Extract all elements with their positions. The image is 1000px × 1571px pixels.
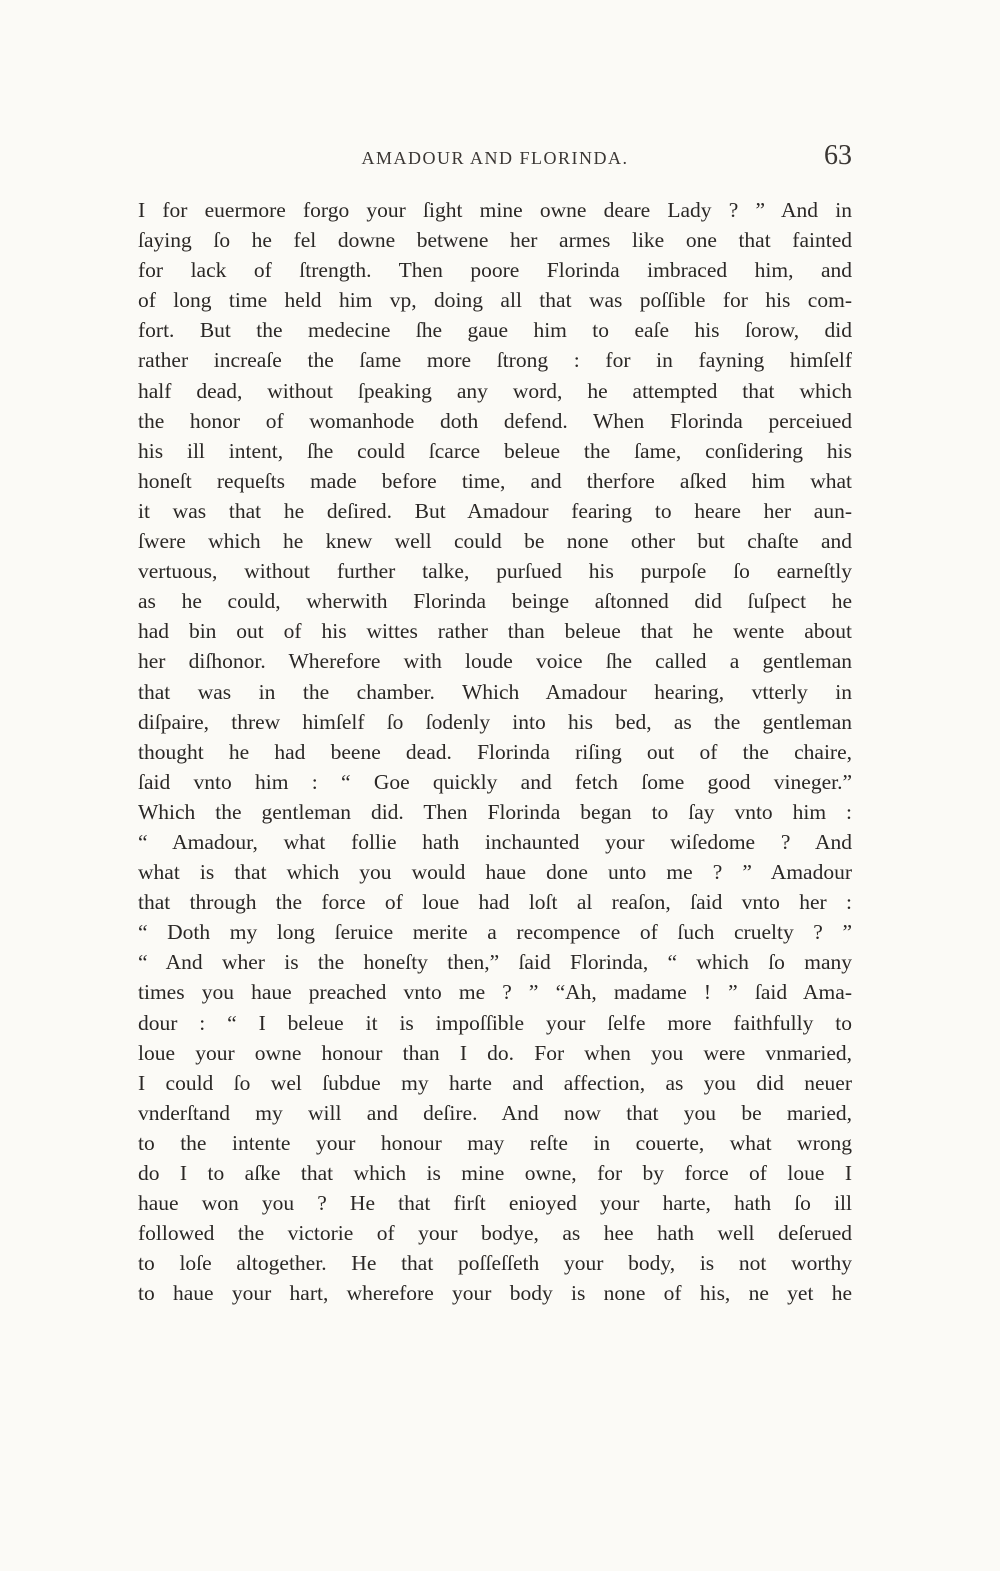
text-line: of long time held him vp, doing all that was poſſible for his com- xyxy=(138,288,852,313)
text-line: ſaying ſo he fel downe betwene her armes like one that fainted xyxy=(138,228,852,253)
text-line: diſpaire, threw himſelf ſo ſodenly into his bed, as the gentleman xyxy=(138,709,852,734)
text-line: it was that he deſired. But Amadour fearing to heare her aun- xyxy=(138,498,852,523)
text-line: haue won you ? He that firſt enioyed your harte, hath ſo ill xyxy=(138,1191,852,1216)
text-line: thought he had beene dead. Florinda riſing out of the chaire, xyxy=(138,739,852,764)
text-line: times you haue preached vnto me ? ” “Ah, madame ! ” ſaid Ama- xyxy=(138,980,852,1005)
text-line: dour : “ I beleue it is impoſſible your ſelfe more faithfully to xyxy=(138,1010,852,1035)
text-line: “ And wher is the honeſty then,” ſaid Florinda, “ which ſo many xyxy=(138,950,852,975)
text-line: that through the force of loue had loſt al reaſon, ſaid vnto her : xyxy=(138,890,852,915)
text-line: vertuous, without further talke, purſued his purpoſe ſo earneſtly xyxy=(138,559,852,584)
running-head-title: AMADOUR AND FLORINDA. xyxy=(361,148,629,168)
text-line: Which the gentleman did. Then Florinda began to ſay vnto him : xyxy=(138,799,852,824)
running-head xyxy=(138,140,852,180)
text-line: do I to aſke that which is mine owne, for by force of loue I xyxy=(138,1161,852,1185)
text-line: his ill intent, ſhe could ſcarce beleue the ſame, conſidering his xyxy=(138,438,852,463)
text-line: had bin out of his wittes rather than beleue that he wente about xyxy=(138,619,852,644)
text-line: fort. But the medecine ſhe gaue him to eaſe his ſorow, did xyxy=(138,318,852,343)
text-line: as he could, wherwith Florinda beinge aſtonned did ſuſpect he xyxy=(138,589,852,614)
text-line: honeſt requeſts made before time, and therfore aſked him what xyxy=(138,468,852,493)
text-line: rather increaſe the ſame more ſtrong : for in fayning himſelf xyxy=(138,348,852,373)
text-line: half dead, without ſpeaking any word, he attempted that which xyxy=(138,378,852,403)
text-line: ſaid vnto him : “ Goe quickly and fetch ſome good vineger.” xyxy=(138,769,852,794)
text-line: followed the victorie of your bodye, as hee hath well deſerued xyxy=(138,1221,852,1246)
text-line: I could ſo wel ſubdue my harte and affection, as you did neuer xyxy=(138,1070,852,1095)
text-line: to the intente your honour may reſte in couerte, what wrong xyxy=(138,1130,852,1155)
text-line: that was in the chamber. Which Amadour hearing, vtterly in xyxy=(138,679,852,704)
text-line: to loſe altogether. He that poſſeſſeth your body, is not worthy xyxy=(138,1251,852,1276)
body-text xyxy=(138,195,852,1308)
text-line: the honor of womanhode doth defend. When Florinda perceiued xyxy=(138,408,852,433)
text-line: ſwere which he knew well could be none other but chaſte and xyxy=(138,529,852,554)
text-line: her diſhonor. Wherefore with loude voice ſhe called a gentleman xyxy=(138,649,852,674)
text-line: I for euermore forgo your ſight mine owne deare Lady ? ” And in xyxy=(138,198,852,222)
text-line: loue your owne honour than I do. For when you were vnmaried, xyxy=(138,1040,852,1065)
text-line: vnderſtand my will and deſire. And now that you be maried, xyxy=(138,1100,852,1125)
page-number: 63 xyxy=(824,140,852,171)
text-line: “ Amadour, what follie hath inchaunted your wiſedome ? And xyxy=(138,829,852,854)
text-line: to haue your hart, wherefore your body is none of his, ne yet he xyxy=(138,1281,852,1306)
text-line: what is that which you would haue done unto me ? ” Amadour xyxy=(138,860,852,885)
text-line: “ Doth my long ſeruice merite a recompence of ſuch cruelty ? ” xyxy=(138,920,852,945)
text-line: for lack of ſtrength. Then poore Florinda imbraced him, and xyxy=(138,258,852,283)
